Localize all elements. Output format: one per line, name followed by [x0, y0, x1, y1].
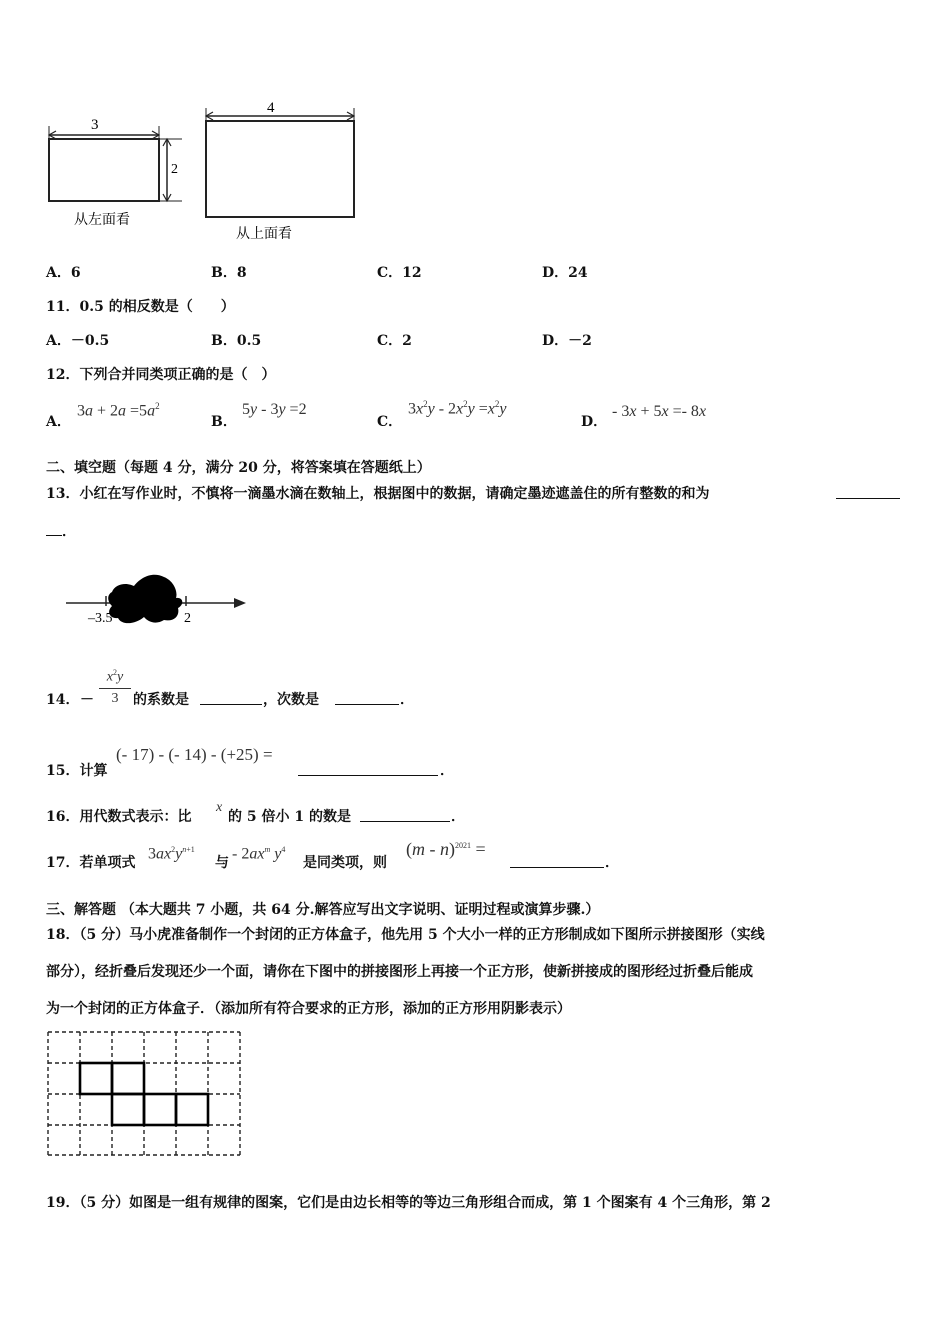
q12-stem: 12．下列合并同类项正确的是（ ） [46, 367, 276, 383]
q18-grid-figure [46, 1030, 244, 1158]
left-view-caption: 从左面看 [74, 213, 130, 228]
top-view-rect [206, 121, 354, 217]
q18-line1: 18．（5 分）马小虎准备制作一个封闭的正方体盒子，他先用 5 个大小一样的正方形制成如下图所示拼接图形（实线 [46, 927, 765, 943]
q12-option-c-letter: C． [377, 414, 403, 430]
q10-option-c: C．12 [377, 265, 422, 281]
q10-option-d: D．24 [542, 265, 588, 281]
q16-end: ． [451, 809, 465, 825]
left-view-rect [49, 139, 159, 201]
q13-stem: 13．小红在写作业时，不慎将一滴墨水滴在数轴上，根据图中的数据，请确定墨迹遮盖住的所有整数的和为 [46, 486, 710, 502]
q13-answer-blank-cont [46, 521, 62, 536]
q16-answer-blank[interactable] [360, 807, 450, 822]
q17-monomial-2: - $2ax^m$ $y^4$ [232, 845, 286, 863]
q18-line2: 部分），经折叠后发现还少一个面，请你在下图中的拼接图形上再接一个正方形，使新拼接成的图形经过折叠后能成 [46, 964, 753, 980]
q14-text1: 的系数是 [133, 692, 189, 708]
q10-option-a: A．6 [46, 265, 81, 281]
q11-option-d: D．－2 [542, 333, 592, 349]
q13-tail: ． [62, 524, 76, 540]
q11-option-b: B．0.5 [211, 333, 262, 349]
q17-answer-blank[interactable] [510, 853, 604, 868]
q17-monomial-1: $3ax^2y^{n+1}$ [148, 845, 195, 863]
q17-text3: 是同类项，则 [303, 855, 387, 871]
q17-end: ． [605, 855, 619, 871]
q13-number-line [60, 566, 260, 630]
q11-option-c: C．2 [377, 333, 412, 349]
q14-fraction: $x^2y$ 3 [99, 664, 131, 708]
left-height-label: 2 [171, 162, 178, 177]
three-view-figure [40, 98, 370, 246]
q12-option-a-letter: A． [46, 414, 71, 430]
q12-option-b-formula: 5y - 3y =2 [242, 401, 307, 418]
q13-answer-blank[interactable] [836, 484, 900, 499]
q15-end: ． [440, 763, 454, 779]
q13-label-left: –3.5 [88, 611, 113, 626]
q17-text2: 与 [215, 855, 229, 871]
q14-minus: － [80, 692, 94, 708]
q14-number: 14． [46, 692, 80, 708]
q12-option-a-formula: $3a + 2a =5a^2$ [77, 401, 160, 420]
q16-text1: 16．用代数式表示：比 [46, 809, 192, 825]
section3-heading: 三、解答题 （本大题共 7 小题，共 64 分.解答应写出文字说明、证明过程或演算步骤.） [46, 902, 600, 918]
q17-text1: 17．若单项式 [46, 855, 136, 871]
q12-option-d-letter: D． [581, 414, 608, 430]
q12-option-b-letter: B． [211, 414, 237, 430]
q11-stem: 11．0.5 的相反数是（ ） [46, 299, 235, 315]
left-width-label: 3 [91, 117, 99, 133]
q12-option-d-formula: - 3x + 5x =- 8x [612, 403, 707, 420]
q19-line1: 19．（5 分）如图是一组有规律的图案，它们是由边长相等的等边三角形组合而成，第 1 个图案有 4 个三角形，第 2 [46, 1195, 771, 1211]
q15-label: 15．计算 [46, 763, 108, 779]
q14-text2: ，次数是 [263, 692, 319, 708]
q14-end: ． [400, 692, 414, 708]
q14-denominator: 3 [111, 690, 119, 706]
q13-label-right: 2 [184, 611, 191, 626]
top-width-label: 4 [267, 100, 275, 116]
top-view-caption: 从上面看 [236, 227, 292, 242]
q14-degree-blank[interactable] [335, 690, 399, 705]
q12-option-c-formula: $3x^2y - 2x^2y =x^2y$ [408, 399, 507, 418]
q11-option-a: A．－0.5 [46, 333, 110, 349]
q10-option-b: B．8 [211, 265, 247, 281]
ink-blot [108, 575, 182, 623]
q18-line3: 为一个封闭的正方体盒子．（添加所有符合要求的正方形，添加的正方形用阴影表示） [46, 1001, 571, 1017]
q17-expression: (m - n)$^{2021}$ = [406, 839, 486, 859]
q14-coefficient-blank[interactable] [200, 690, 262, 705]
q16-var: x [216, 800, 223, 815]
section2-heading: 二、填空题（每题 4 分，满分 20 分，将答案填在答题纸上） [46, 460, 431, 476]
q15-expression: (- 17) - (- 14) - (+25) = [116, 745, 273, 764]
q15-answer-blank[interactable] [298, 761, 438, 776]
q16-text2: 的 5 倍小 1 的数是 [228, 809, 351, 825]
q18-net-squares[interactable] [80, 1063, 208, 1125]
